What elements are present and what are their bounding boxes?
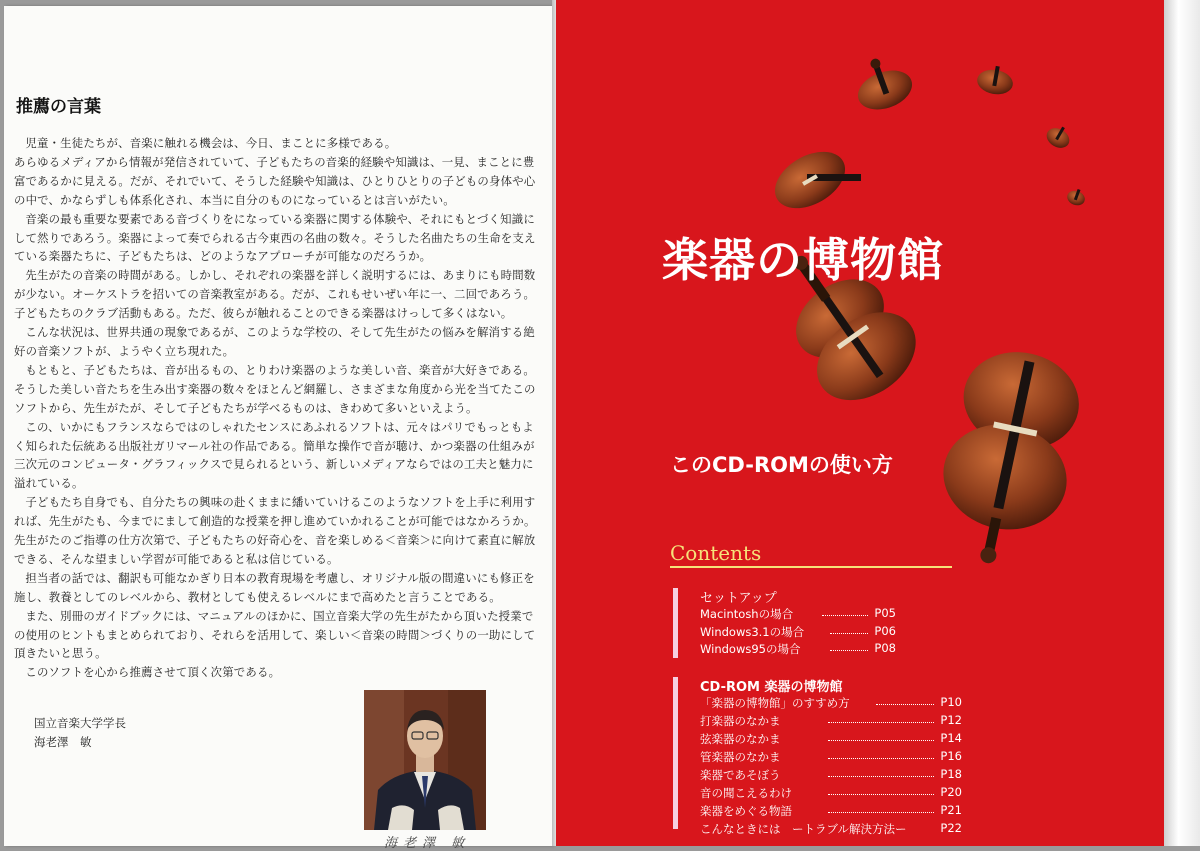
paragraph: あらゆるメディアから情報が発信されていて、子どもたちの音楽的経験や知識は、一見、まことに豊富であるかに見える。だが、それでいて、そうした経験や知識は、ひとりひとりの子どもの身体や心の中で、かならずしも体系化され、本当に自分のものになっているとは言いがたい。: [14, 154, 536, 207]
toc-section-heading: CD-ROM 楽器の博物館: [700, 680, 843, 695]
leader-dots: [828, 776, 934, 777]
toc-entry-page: P16: [940, 749, 962, 763]
leader-dots: [876, 704, 934, 705]
violin-icon: [1065, 186, 1087, 207]
violin-icon: [926, 341, 1092, 576]
toc-entry-label: 「楽器の博物館」のすすめ方: [700, 696, 850, 710]
contents-divider: [670, 566, 952, 568]
toc-entry-page: P05: [874, 606, 896, 620]
violin-icon: [847, 49, 917, 116]
leader-dots: [822, 615, 868, 616]
toc-entry-label: こんなときには ートラブル解決方法ー: [700, 822, 907, 836]
author-title: 国立音楽大学学長: [34, 716, 126, 730]
recommendation-heading: 推薦の言葉: [16, 97, 101, 117]
violin-icon: [1043, 122, 1074, 152]
section-bar: [673, 677, 678, 829]
toc-entry-label: 管楽器のなかま: [700, 750, 781, 764]
toc-entry: [700, 749, 962, 765]
toc-entry-label: 楽器であそぼう: [700, 768, 781, 782]
product-title: 楽器の博物館: [662, 233, 944, 287]
paragraph: 子どもたち自身でも、自分たちの興味の赴くままに繙いていけるこのようなソフトを上手に利用すれば、先生がたも、今までにまして創造的な授業を押し進めていかれることが可能ではなかろうか。先生がたのご指導の仕方次第で、子どもたちの好奇心を、音を楽しめる＜音楽＞に向けて素直に解放できる、そんな望ましい学習が可能であると私は信じている。: [14, 495, 536, 566]
toc-entry-page: P14: [940, 731, 962, 745]
toc-entry: [700, 821, 962, 837]
toc-entry-page: P21: [940, 803, 962, 817]
toc-entry-page: P20: [940, 785, 962, 799]
toc-entry-page: P22: [940, 821, 962, 835]
paragraph: このソフトを心から推薦させて頂く次第である。: [25, 665, 281, 680]
toc-entry: [700, 767, 962, 783]
paragraph: もともと、子どもたちは、音が出るもの、とりわけ楽器のような美しい音、楽音が大好きである。そうした美しい音たちを生み出す楽器の数々をほとんど網羅し、さまざまな角度から光を当てたこのソフトから、先生がたが、そして子どもたちが学べるものは、きわめて多いといえよう。: [14, 362, 536, 415]
toc-entry-label: 弦楽器のなかま: [700, 732, 781, 746]
paragraph: 児童・生徒たちが、音楽に触れる機会は、今日、まことに多様である。: [25, 136, 397, 150]
toc-entry-label: Macintoshの場合: [700, 607, 794, 621]
toc-entry: [700, 785, 962, 801]
toc-entry-label: 楽器をめぐる物語: [700, 804, 792, 818]
toc-entry: [700, 803, 962, 819]
toc-entry: [700, 731, 962, 747]
paragraph: 先生がたの音楽の時間がある。しかし、それぞれの楽器を詳しく説明するには、あまりにも時間数が少ない。オーケストラを招いての音楽教室がある。だが、これもせいぜい年に一、二回であろう。子どもたちのクラブ活動もある。ただ、彼らが触れることのできる楽器はけっして多くはない。: [14, 268, 536, 321]
toc-entry-label: 音の聞こえるわけ: [700, 786, 792, 800]
paragraph: こんな状況は、世界共通の現象であるが、このような学校の、そして先生がたの悩みを解消する絶好の音楽ソフトが、ようやく立ち現れた。: [14, 325, 535, 358]
toc-entry-page: P10: [940, 695, 962, 709]
toc-entry: [700, 641, 896, 657]
section-bar: [673, 588, 678, 658]
toc-entry-page: P06: [874, 624, 896, 638]
toc-entry: [700, 695, 962, 711]
toc-entry-label: Windows3.1の場合: [700, 625, 805, 639]
contents-heading: Contents: [670, 541, 762, 565]
manual-subtitle: このCD-ROMの使い方: [670, 453, 893, 477]
violin-icon: [975, 63, 1015, 97]
toc-entry: [700, 624, 896, 640]
leader-dots: [828, 722, 934, 723]
paragraph: 担当者の話では、翻訳も可能なかぎり日本の教育現場を考慮し、オリジナル版の間違いにも修正を施し、教養としてのレベルから、教材としても使えるレベルにまで高めたと言うことである。: [14, 570, 535, 604]
leader-dots: [830, 650, 868, 651]
violin-icon: [765, 136, 864, 222]
leader-dots: [828, 794, 934, 795]
leader-dots: [828, 812, 934, 813]
paragraph: この、いかにもフランスならではのしゃれたセンスにあふれるソフトは、元々はパリでもっともよく知られた伝統ある出版社ガリマール社の作品である。簡単な操作で音が聴け、かつ楽器の仕組みが三次元のコンピュータ・グラフィックスで見られるという、新しいメディアならではの工夫と魅力に溢れている。: [14, 419, 535, 491]
leader-dots: [828, 758, 934, 759]
toc-entry-page: P18: [940, 767, 962, 781]
toc-entry-page: P08: [874, 641, 896, 655]
toc-entry-page: P12: [940, 713, 962, 727]
signature: 海老澤 敏: [384, 836, 471, 851]
toc-entry-label: 打楽器のなかま: [700, 714, 781, 728]
leader-dots: [830, 633, 868, 634]
toc-section-heading: セットアップ: [700, 591, 777, 606]
leader-dots: [828, 740, 934, 741]
toc-entry-label: Windows95の場合: [700, 642, 801, 656]
paragraph: また、別冊のガイドブックには、マニュアルのほかに、国立音楽大学の先生がたから頂いた授業での使用のヒントもまとめられており、それらを活用して、楽しい＜音楽の時間＞づくりの一助にして頂きたいと思う。: [14, 608, 536, 661]
paragraph: 音楽の最も重要な要素である音づくりをになっている楽器に関する体験や、それにもとづく知識にして然りであろう。楽器によって奏でられる古今東西の名曲の数々。そうした名曲たちの生命を支えている楽器たちに、子どもたちは、どのようなアプローチが可能なのだろうか。: [14, 211, 536, 264]
toc-entry: [700, 606, 896, 622]
author-name: 海老澤 敏: [34, 735, 92, 749]
toc-entry: [700, 713, 962, 729]
